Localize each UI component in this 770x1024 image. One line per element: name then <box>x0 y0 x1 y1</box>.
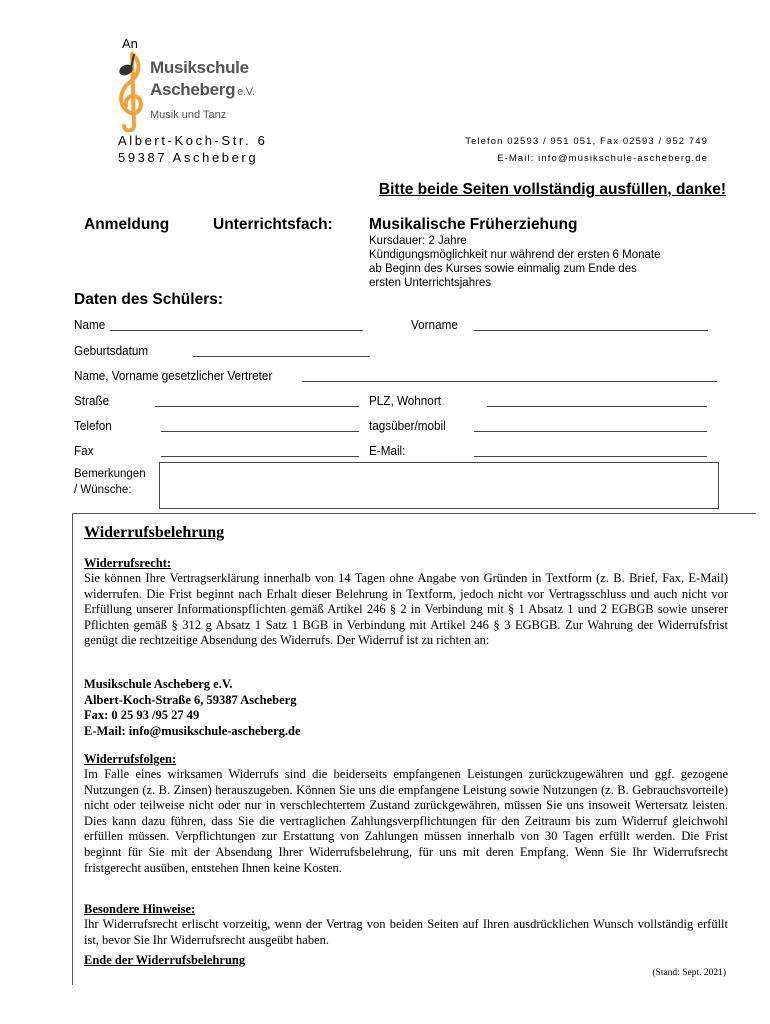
address-line: Musikschule Ascheberg e.V. <box>84 677 233 691</box>
vorname-field[interactable] <box>474 330 708 331</box>
section-divider <box>72 513 756 514</box>
email-field[interactable] <box>474 456 707 457</box>
musikschule-logo <box>112 52 255 132</box>
anmeldung-heading: Anmeldung <box>84 216 170 233</box>
geburtsdatum-field[interactable] <box>193 356 370 357</box>
email-label: E-Mail: <box>369 443 406 458</box>
widerrufsfolgen-text: Im Falle eines wirksamen Widerrufs sind die beiderseits empfangenen Leistungen zurückzugewähren und ggf. gezogene Nutzungen (z. B. Zinsen) herauszugeben. Können Sie uns die empfangene Leistung sowie Nutzungen (z. B. Gebrauchsvorteile) nicht oder teilweise nicht oder nur in verschlechtertem Zustand zurückgewähren, müssen Sie uns insoweit Wertersatz leisten. Dies kann dazu führen, dass Sie die vertraglichen Zahlungsverpflichtungen für den Zeitraum bis zum Widerruf gleichwohl erfüllen müssen. Verpflichtungen zur Erstattung von Zahlungen müssen innerhalb von 30 Tagen erfüllt werden. Die Frist beginnt für Sie mit der Absendung Ihrer Widerrufsbelehrung, für uns mit deren Empfang. Wenn Sie Ihr Widerrufsrecht fristgerecht ausüben, entstehen Ihnen keine Kosten. <box>84 767 728 875</box>
widerruf-title: Widerrufsbelehrung <box>84 524 225 541</box>
plz-field[interactable] <box>487 406 707 407</box>
telefon-field[interactable] <box>161 431 359 432</box>
recipient-label: An <box>122 36 138 51</box>
vertreter-field[interactable] <box>302 381 717 382</box>
address-line: Fax: 0 25 93 /95 27 49 <box>84 708 200 723</box>
hinweise-text: Ihr Widerrufsrecht erlischt vorzeitig, wenn der Vertrag von beiden Seiten auf Ihren ausdrücklichen Wunsch vollständig erfüllt ist, bevor Sie Ihr Widerrufsrecht ausgeübt haben. <box>84 917 728 947</box>
mobil-field[interactable] <box>474 431 707 432</box>
page-headline: Bitte beide Seiten vollständig ausfüllen, danke! <box>378 181 726 198</box>
widerrufsfolgen-heading: Widerrufsfolgen: <box>84 752 177 766</box>
course-note: ersten Unterrichtsjahres <box>369 277 492 289</box>
mobil-label: tagsüber/mobil <box>369 418 446 433</box>
school-email: E-Mail: info@musikschule-ascheberg.de <box>497 153 708 164</box>
widerrufsrecht-heading: Widerrufsrecht: <box>84 556 172 570</box>
clef-note-icon <box>112 52 150 132</box>
ende-label: Ende der Widerrufsbelehrung <box>84 953 246 967</box>
fax-field[interactable] <box>161 456 359 457</box>
bemerkungen-line: / Wünsche: <box>74 484 132 496</box>
address-line: E-Mail: info@musikschule-ascheberg.de <box>84 723 301 738</box>
course-note: Kündigungsmöglichkeit nur während der ersten 6 Monate <box>369 249 661 261</box>
bemerkungen-label <box>74 467 146 497</box>
logo-ev: e.V. <box>237 86 255 98</box>
course-note: ab Beginn des Kurses sowie einmalig zum Ende des <box>369 263 637 275</box>
address-line: Albert-Koch-Straße 6, 59387 Ascheberg <box>84 692 297 707</box>
telefon-label: Telefon <box>74 418 112 433</box>
course-notes <box>369 234 661 290</box>
hinweise-heading: Besondere Hinweise: <box>84 902 196 916</box>
geburtsdatum-label: Geburtsdatum <box>74 343 149 358</box>
student-heading: Daten des Schülers: <box>74 291 224 308</box>
strasse-field[interactable] <box>155 406 359 407</box>
logo-line2 <box>150 80 255 100</box>
school-city: 59387 Ascheberg <box>118 150 259 165</box>
name-label: Name <box>74 317 106 332</box>
logo-line3: Musik und Tanz <box>150 109 227 121</box>
strasse-label: Straße <box>74 393 110 408</box>
widerruf-address <box>84 677 301 739</box>
fach-value: Musikalische Früherziehung <box>369 216 578 233</box>
logo-line1: Musikschule <box>150 58 249 77</box>
logo-ascheberg: Ascheberg <box>150 80 236 99</box>
stand-label: (Stand: Sept. 2021) <box>652 968 726 978</box>
vertreter-label: Name, Vorname gesetzlicher Vertreter <box>74 368 273 383</box>
section-left-border <box>72 513 73 985</box>
name-field[interactable] <box>110 330 363 331</box>
school-phone: Telefon 02593 / 951 051, Fax 02593 / 952 749 <box>465 136 708 147</box>
fach-label: Unterrichtsfach: <box>213 216 333 233</box>
widerrufsrecht-text: Sie können Ihre Vertragserklärung innerhalb von 14 Tagen ohne Angabe von Gründen in Textform (z. B. Brief, Fax, E-Mail) widerrufen. Die Frist beginnt nach Erhalt dieser Belehrung in Textform, jedoch nicht vor Vertragsschluss und auch nicht vor Erfüllung unserer Informationspflichten gemäß Artikel 246 § 2 in Verbindung mit § 1 Absatz 1 und 2 EGBGB sowie unserer Pflichten gemäß § 312 g Absatz 1 Satz 1 BGB in Verbindung mit Artikel 246 § 3 EGBGB. Zur Wahrung der Widerrufsfrist genügt die rechtzeitige Absendung des Widerrufs. Der Widerruf ist zu richten an: <box>84 571 728 648</box>
plz-label: PLZ, Wohnort <box>369 393 441 408</box>
course-note: Kursdauer: 2 Jahre <box>369 235 467 247</box>
fax-label: Fax <box>74 443 94 458</box>
vorname-label: Vorname <box>411 317 458 332</box>
bemerkungen-field[interactable] <box>159 462 719 509</box>
school-street: Albert-Koch-Str. 6 <box>118 133 268 148</box>
bemerkungen-line: Bemerkungen <box>74 468 146 480</box>
